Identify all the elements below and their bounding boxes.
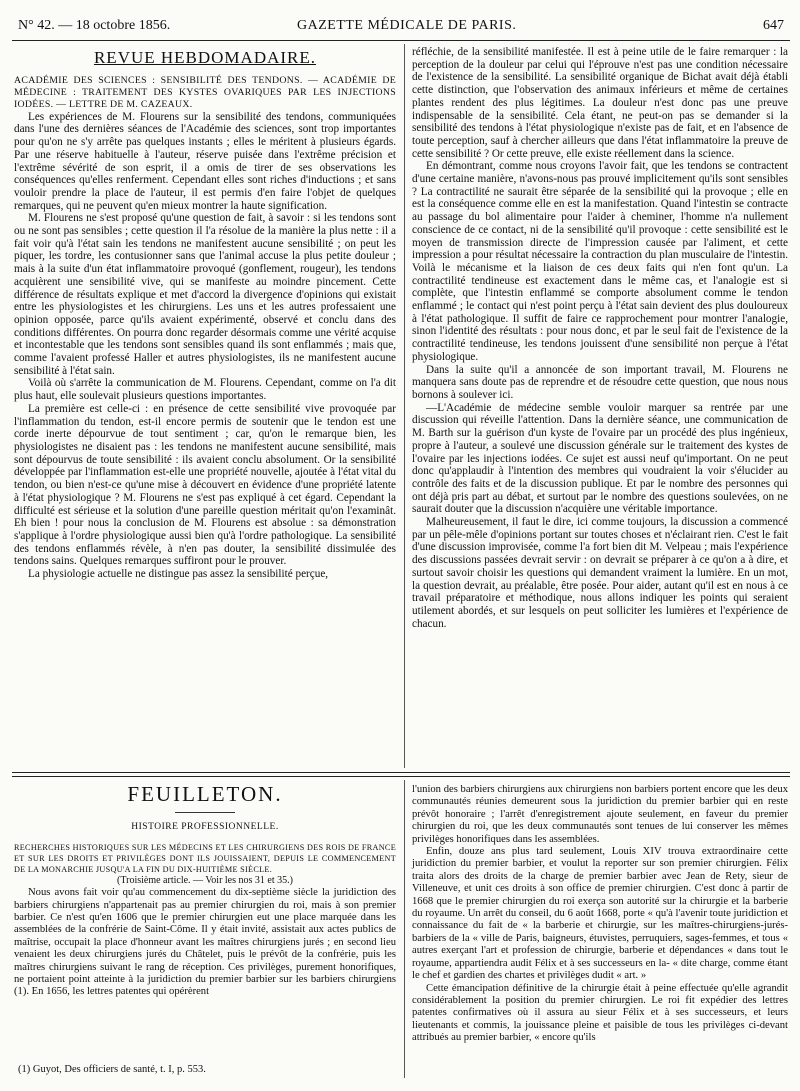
revue-paragraph: Les expériences de M. Flourens sur la sensibilité des tendons, communiquées dans l'une des dernières séances de l'Académie des sciences, sont trop importantes pour qu'on ne s'y arrête pas quelques instants ; elles le méritent à plusieurs égards. Par une réserve habituelle à l'auteur, réserve puisée dans l'extrême précision et l'extrême sévérité de son esprit, il a omis de tirer de ses observations les conséquences qu'elles renferment. Cependant elles sont riches d'inductions ; et sans vouloir prendre la place de l'auteur, il est permis d'en faire l'objet de quelques remarques, qui ne peuvent qu'en mieux montrer la haute signification. <box>14 110 396 212</box>
feuilleton-rule <box>175 812 235 813</box>
journal-title: GAZETTE MÉDICALE DE PARIS. <box>297 18 517 33</box>
revue-left-paragraphs <box>14 111 396 581</box>
page-header <box>12 18 790 42</box>
feuilleton-title: FEUILLETON. <box>127 782 283 806</box>
revue-paragraph: Malheureusement, il faut le dire, ici comme toujours, la discussion a commencé par un pêle-mêle d'opinions portant sur toutes choses et n'éclairant rien. C'est le fait d'une discussion improvisée, comme l'a fort bien dit M. Velpeau ; mais l'expérience des discussions passées devrait servir : on devrait se préparer à ce qu'on a à dire, et surtout savoir choisir les questions qui demandent vraiment la lumière. En un mot, la question devrait, au préalable, être posée. Pour aider, autant qu'il est en nous à ce travail préparatoire et méthodique, nous allons indiquer les points qui seraient utilement abordés, et sur lesquels on peut solliciter les lumières et l'expérience de chacun. <box>412 516 788 630</box>
revue-paragraph: réfléchie, de la sensibilité manifestée. Il est à peine utile de le faire remarquer : la perception de la douleur par celui qui l'éprouve n'est pas une condition nécessaire de l'existence de la sensibilité. La sensibilité organique de Bichat avait déjà établi cette distinction, que l'observation des animaux inférieurs et même de certaines plantes rendent des plus légitimes. La douleur n'est donc pas une preuve indispensable de la sensibilité. Cela étant, ne peut-on pas se demander si la sensibilité des tendons à l'état physiologique n'existe pas de fait, et en l'absence de toute perception, sauf à chercher ailleurs que dans l'état inflammatoire la preuve de cette sensibilité ? Or cette preuve, elle existe réellement dans la science. <box>412 46 788 160</box>
footnote: (1) Guyot, Des officiers de santé, t. I, p. 553. <box>18 1064 206 1075</box>
revue-paragraph: La première est celle-ci : en présence de cette sensibilité vive provoquée par l'inflammation du tendon, est-il encore permis de soutenir que le tendon est une corde inerte dépourvue de tout sentiment ; car, qu'on le remarque bien, les physiologistes ne disaient pas : les tendons ne manifestent aucune sensibilité, mais sont dépourvus de toute sensibilité : ils avaient conclu absolument. Or la sensibilité développée par l'inflammation est-elle une propriété nouvelle, ajoutée à l'état vital du tendon, ou bien n'est-ce qu'une mise à découvert en évidence d'une propriété latente à l'état physiologique ? M. Flourens ne s'est pas expliqué à cet égard. Cependant la difficulté est sérieuse et la solution d'une pareille question méritait qu'on l'examinât. Eh bien ! pour nous la conclusion de M. Flourens est absolue : sa démonstration s'applique à l'ordre physiologique aussi bien qu'à l'ordre pathologique. La sensibilité des tendons enflammés révèle, à n'en pas douter, la sensibilité dissimulée des tendons sains. Quelques remarques suffiront pour le prouver. <box>14 402 396 568</box>
newspaper-page <box>12 14 790 1080</box>
feuilleton-left-column <box>14 782 396 999</box>
feuilleton-paragraph: l'union des barbiers chirurgiens aux chirurgiens non barbiers portent encore que les deux communautés réunies demeurent sous la juridiction du premier barbier qui en reste prévôt honoraire ; l'arrêt d'enregistrement ajoute seulement, en faveur du premier chirurgien du roi, que les deux communautés sont tenues de lui conserver les mêmes privilèges honorifiques dans les assemblées. <box>412 784 788 845</box>
feuilleton-section: HISTOIRE PROFESSIONNELLE. <box>131 822 279 833</box>
revue-title: REVUE HEBDOMADAIRE. <box>93 48 317 67</box>
revue-paragraph: En démontrant, comme nous croyons l'avoir fait, que les tendons se contractent d'une certaine manière, n'avons-nous pas prouvé implicitement qu'ils sont sensibles ? La contractilité ne saurait être séparée de la sensibilité qui la provoque ; elle en est la conséquence comme elle en est la manifestation. Quand l'intestin se contracte au passage du bol alimentaire pour l'aider à cheminer, l'homme n'a nullement conscience de ce contact, ni de la sensibilité qu'il provoque : cette sensibilité est le moyen de transmission directe de l'impression causée par l'aliment, et cette impression a pour résultat nécessaire la contraction du plan musculaire de l'intestin. Voilà le mécanisme et la liaison de ces deux faits qui n'en font qu'un. La contractilité tendineuse est exactement dans le même cas, et l'analogie est si complète, que l'intestin enflammé se comporte absolument comme le tendon enflammé ; le contact qui n'est point perçu à l'état sain devient des plus douloureux à l'état pathologique. Il suffit de faire ce rapprochement pour montrer l'analogie, sinon l'identité des résultats : pour nous donc, et par le seul fait de l'existence de la contractilité tendineuse, les tendons jouissent d'une sensibilité non perçue à l'état physiologique. <box>412 160 788 363</box>
page-number: 647 <box>763 18 784 33</box>
revue-paragraph: Dans la suite qu'il a annoncée de son important travail, M. Flourens ne manquera sans doute pas de reprendre et de résoudre cette question, que nous nous bornons à soulever ici. <box>412 363 788 401</box>
feuilleton-separator-2 <box>12 776 790 777</box>
revue-subtitle: ACADÉMIE DES SCIENCES : SENSIBILITÉ DES TENDONS. — ACADÉMIE DE MÉDECINE : TRAITEMENT DES KYSTES OVARIQUES PAR LES INJECTIONS IODÉES. — LETTRE DE M. CAZEAUX. <box>14 74 396 110</box>
feuilleton-paragraph: Enfin, douze ans plus tard seulement, Louis XIV trouva extraordinaire cette juridiction du premier barbier, et voulut la reporter sur son premier chirurgien. Félix traita alors des droits de la charge de premier barbier avec Jean de Rety, sieur de Villeneuve, et unit ces droits à son office de premier chirurgien. C'est donc à partir de 1668 que le premier chirurgien du roi exerça son autorité sur la chirurgie et la barberie du royaume. Un arrêt du conseil, du 6 août 1668, porte « qu'à l'avenir toute juridiction et connaissance du fait de « la barberie et chirurgie, sur les maîtres-chirurgiens-jurés-barbiers de la « ville de Paris, baigneurs, étuvistes, perruquiers, sages-femmes, et tous « autres exerçant l'art et profession de chirurgie, barberie et dépendances « dans tout le royaume, appartiendra audit Félix et à ses successeurs en la- « dite charge, comme étant le chef et gardien des chartes et privilèges dudit « art. » <box>412 846 788 982</box>
column-divider-bottom <box>404 780 405 1078</box>
feuilleton-paragraph: Cette émancipation définitive de la chirurgie était à peine effectuée qu'elle agrandit considérablement la position du premier chirurgien. Le roi fit expédier des lettres patentes confirmatives où il assura au sieur Félix et à ses successeurs, et leurs lieutenants et commis, la jouissance pleine et paisible de tous les privilèges ci-devant attribués au premier barbier, « encore qu'ils <box>412 982 788 1044</box>
column-divider-top <box>404 44 405 768</box>
feuilleton-left-paragraphs <box>14 887 396 999</box>
feuilleton-separator <box>12 772 790 773</box>
feuilleton-right-paragraphs <box>412 784 788 1045</box>
revue-right-paragraphs <box>412 46 788 630</box>
feuilleton-paragraph: Nous avons fait voir qu'au commencement du dix-septième siècle la juridiction des barbiers chirurgiens n'appartenait pas au premier chirurgien du roi, mais à son premier barbier. Ce n'est qu'en 1606 que le premier chirurgien eut une place marquée dans les assemblées de la confrérie de Saint-Côme. Il y était invité, assistait aux actes publics de maîtrise, occupait la place d'honneur avant les maîtres chirurgiens jurés ; en second lieu venaient les deux chirurgiens jurés du Châtelet, puis le prévôt de la confrérie, puis les maîtres chirurgiens suivant le rang de réception. Ces privilèges, purement honorifiques, ne portaient point atteinte à la juridiction du premier barbier sur les barbiers chirurgiens (1). En 1656, les lettres patentes qui opérèrent <box>14 887 396 998</box>
revue-right-column <box>412 46 788 630</box>
revue-paragraph: M. Flourens ne s'est proposé qu'une question de fait, à savoir : si les tendons sont ou ne sont pas sensibles ; cette question il l'a résolue de la manière la plus nette : il a fait voir qu'à l'état sain les tendons ne manifestent aucune sensibilité ; on peut les piquer, les tordre, les contusionner sans que l'animal accuse la plus petite douleur ; mais à la suite d'un état inflammatoire provoqué (gonflement, rougeur), les tendons acquièrent une sensibilité vive, qui se manifeste au moindre pincement. Cette différence de résultats explique et met d'accord la divergence d'opinions qui existait entre les physiologistes et les chirurgiens. Les uns et les autres professaient une opinion opposée, parce qu'ils avaient expérimenté, observé et conclu dans des conditions différentes. On pourra donc regarder désormais comme une vérité acquise et incontestable que les tendons sont sensibles quand ils sont enflammés ; mais que, comme l'avaient professé Haller et autres physiologistes, ils ne manifestent aucune sensibilité à l'état sain. <box>14 212 396 377</box>
revue-paragraph: La physiologie actuelle ne distingue pas assez la sensibilité perçue, <box>28 568 329 581</box>
header-rule <box>12 40 790 41</box>
revue-left-column <box>14 46 396 581</box>
issue-date: N° 42. — 18 octobre 1856. <box>18 18 171 33</box>
feuilleton-right-column <box>412 784 788 1045</box>
revue-paragraph: Voilà où s'arrête la communication de M. Flourens. Cependant, comme on l'a dit plus haut, elle soulevait plusieurs questions importantes. <box>14 377 396 403</box>
feuilleton-subtitle: RECHERCHES HISTORIQUES SUR LES MÉDECINS ET LES CHIRURGIENS DES ROIS DE FRANCE ET SUR LES DROITS ET PRIVILÈGES DONT ILS JOUISSAIENT, DEPUIS LE COMMENCEMENT DE LA MONARCHIE JUSQU'A LA FIN DU DIX-HUITIÈME SIÈCLE. <box>14 842 396 874</box>
feuilleton-article-note: (Troisième article. — Voir les nos 31 et 35.) <box>117 874 293 886</box>
revue-paragraph: —L'Académie de médecine semble vouloir marquer sa rentrée par une discussion qui réveille l'attention. Dans la dernière séance, une communication de M. Barth sur la guérison d'un kyste de l'ovaire par un procédé des plus ingénieux, propre à l'auteur, a soulevé une discussion générale sur le traitement des kystes de l'ovaire par les injections iodées. Ce sujet est aussi neuf qu'important. On ne peut donc qu'applaudir à l'intention des membres qui voudraient la voir s'élucider au contrôle des faits et de la discussion publique. Et par le nombre des personnes qui ont déjà pris part au débat, et surtout par le nombre des questions soulevées, on ne saurait douter que la discussion n'acquière une véritable importance. <box>412 401 788 516</box>
